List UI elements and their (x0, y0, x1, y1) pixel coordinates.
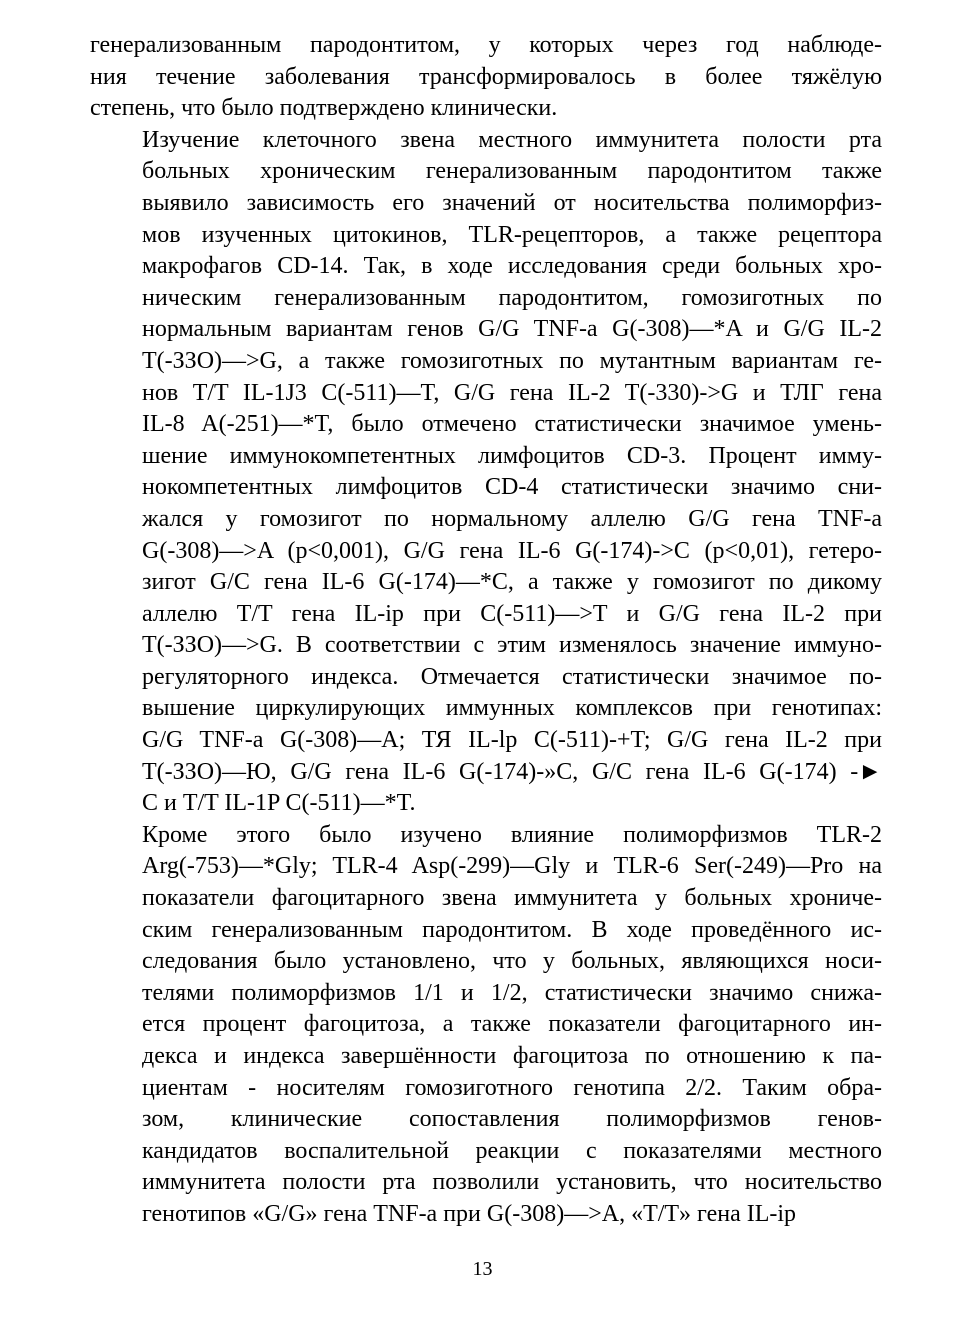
text-line: Arg(-753)—*Gly; TLR-4 Asp(-299)—Gly и TLR-6 Ser(-249)—Pro на (142, 853, 882, 880)
text-line: ническим генерализованным пародонтитом, гомозиготных по (142, 284, 882, 311)
text-line: мов изученных цитокинов, TLR-рецепторов, а также рецептора (142, 221, 882, 248)
text-line: нов T/T IL-1J3 C(-511)—T, G/G гена IL-2 T(-330)->G и ТЛГ гена (142, 379, 882, 406)
paragraph-2 (90, 125, 882, 820)
text-line: T(-ЗЗО)—>G, а также гомозиготных по мутантным вариантам ге- (142, 347, 882, 374)
text-line: IL-8 A(-251)—*T, было отмечено статистически значимое умень- (142, 411, 882, 438)
text-line: декса и индекса завершённости фагоцитоза по отношению к па- (142, 1043, 882, 1069)
text-line: G(-308)—>A (p<0,001), G/G гена IL-6 G(-174)->C (p<0,01), гетеро- (142, 537, 882, 564)
text-line: показатели фагоцитарного звена иммунитета у больных хрониче- (142, 885, 882, 912)
text-line: регуляторного индекса. Отмечается статистически значимое по- (142, 663, 882, 690)
text-line: ским генерализованным пародонтитом. В ходе проведённого ис- (142, 916, 882, 943)
text-line: G/G TNF-a G(-308)—A; ТЯ IL-lp C(-511)-+T; G/G гена IL-2 при (142, 727, 882, 754)
text-line: зигот G/C гена IL-6 G(-174)—*C, а также у гомозигот по дикому (142, 569, 882, 596)
text-line: больных хроническим генерализованным пародонтитом также (142, 158, 882, 185)
page-number: 13 (472, 1258, 493, 1280)
text-line: Изучение клеточного звена местного иммунитета полости рта (142, 126, 882, 153)
text-line: генотипов «G/G» гена TNF-a при G(-308)—>A, «T/T» гена IL-ip (142, 1200, 797, 1227)
paragraph-3 (90, 820, 882, 1231)
text-line: степень, что было подтверждено клинически. (90, 95, 558, 122)
text-line: ется процент фагоцитоза, а также показатели фагоцитарного ин- (142, 1011, 882, 1038)
text-line: вышение циркулирующих иммунных комплексов при генотипах: (142, 695, 882, 722)
paragraph-1 (90, 30, 882, 125)
text-line: иммунитета полости рта позволили установить, что носительство (142, 1169, 882, 1196)
page-body (90, 30, 882, 1231)
text-line: циентам - носителям гомозиготного генотипа 2/2. Таким обра- (142, 1074, 882, 1101)
text-line: нокомпетентных лимфоцитов CD-4 статистически значимо сни- (142, 474, 882, 501)
text-line: C и T/T IL-1P C(-511)—*T. (142, 790, 416, 817)
text-line: Кроме этого было изучено влияние полиморфизмов TLR-2 (142, 821, 882, 848)
text-line: нормальным вариантам генов G/G TNF-a G(-308)—*A и G/G IL-2 (142, 316, 882, 343)
text-line: T(-ЗЗО)—Ю, G/G гена IL-6 G(-174)-»C, G/C гена IL-6 G(-174) -► (142, 758, 882, 785)
text-line: зом, клинические сопоставления полиморфизмов генов- (142, 1106, 882, 1133)
text-line: выявило зависимость его значений от носительства полиморфиз- (142, 189, 882, 216)
text-line: шение иммунокомпетентных лимфоцитов CD-3. Процент имму- (142, 442, 882, 469)
text-line: жался у гомозигот по нормальному аллелю G/G гена TNF-a (142, 505, 882, 532)
text-line: аллелю T/T гена IL-ip при C(-511)—>T и G/G гена IL-2 при (142, 600, 882, 627)
text-line: телями полиморфизмов 1/1 и 1/2, статистически значимо снижа- (142, 979, 882, 1006)
text-line: кандидатов воспалительной реакции с показателями местного (142, 1137, 882, 1164)
text-line: генерализованным пародонтитом, у которых через год наблюде- (90, 32, 882, 58)
text-line: ния течение заболевания трансформировалось в более тяжёлую (90, 63, 882, 90)
text-line: T(-ЗЗО)—>G. В соответствии с этим изменялось значение иммуно- (142, 632, 882, 659)
text-line: макрофагов CD-14. Так, в ходе исследования среди больных хро- (142, 253, 882, 280)
text-line: следования было установлено, что у больных, являющихся носи- (142, 948, 882, 975)
